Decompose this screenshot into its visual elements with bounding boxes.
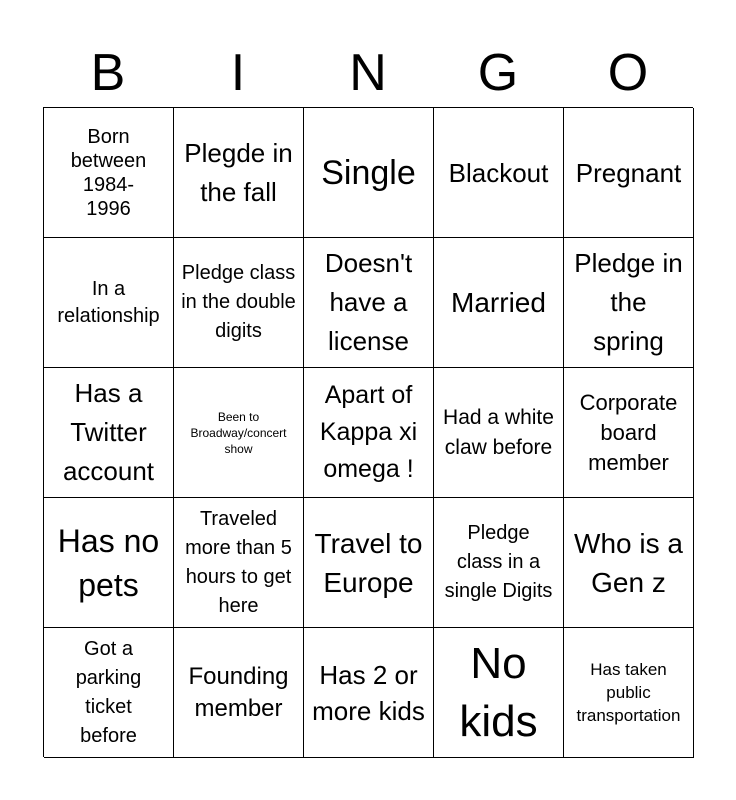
header-letter-b: B <box>90 44 126 102</box>
cell-text: Has taken public transportation <box>576 660 681 725</box>
cell-text: Corporate board member <box>579 389 678 475</box>
cell-text: Pledge class in the double digits <box>181 262 296 342</box>
bingo-cell[interactable] <box>44 108 174 238</box>
bingo-cell[interactable] <box>44 238 174 368</box>
bingo-cell[interactable] <box>304 108 434 238</box>
cell-text: Pledge in the spring <box>574 248 683 356</box>
bingo-cell[interactable] <box>174 238 304 368</box>
bingo-cell[interactable] <box>564 238 694 368</box>
bingo-cell[interactable] <box>434 498 564 628</box>
cell-text: Travel to Europe <box>314 527 423 598</box>
cell-text: Doesn't have a license <box>324 248 413 356</box>
bingo-cell[interactable] <box>434 628 564 758</box>
cell-text: Traveled more than 5 hours to get here <box>185 507 292 617</box>
cell-text: Had a white claw before <box>443 405 554 459</box>
cell-text: Has 2 or more kids <box>312 659 425 726</box>
bingo-cell[interactable] <box>304 368 434 498</box>
bingo-cell[interactable] <box>44 498 174 628</box>
cell-text: Born between 1984-1996 <box>70 125 147 220</box>
cell-text: Pregnant <box>575 157 682 188</box>
bingo-cell[interactable] <box>564 498 694 628</box>
bingo-cell[interactable] <box>434 368 564 498</box>
cell-text: No kids <box>459 638 538 746</box>
bingo-cell[interactable] <box>564 108 694 238</box>
cell-text: Has a Twitter account <box>62 378 155 486</box>
header-letter-n: N <box>349 44 387 102</box>
cell-text: Who is a Gen z <box>574 527 683 598</box>
bingo-cell[interactable] <box>44 628 174 758</box>
bingo-cell[interactable] <box>174 498 304 628</box>
bingo-cell[interactable] <box>174 628 304 758</box>
bingo-cell[interactable] <box>304 498 434 628</box>
cell-text: Got a parking ticket before <box>75 637 142 747</box>
bingo-cell[interactable] <box>564 368 694 498</box>
cell-text: Apart of Kappa xi omega ! <box>319 381 418 483</box>
bingo-cell[interactable] <box>174 368 304 498</box>
bingo-cell[interactable] <box>434 108 564 238</box>
bingo-cell[interactable] <box>174 108 304 238</box>
header-letter-g: G <box>477 44 519 102</box>
bingo-header <box>43 38 693 108</box>
cell-text: Pledge class in a single Digits <box>444 522 553 602</box>
bingo-cell[interactable] <box>434 238 564 368</box>
cell-text: Has no pets <box>57 522 160 603</box>
cell-text: In a relationship <box>57 277 160 327</box>
bingo-cell[interactable] <box>304 238 434 368</box>
bingo-cell[interactable] <box>44 368 174 498</box>
cell-text: Blackout <box>448 157 549 188</box>
header-letter-i: I <box>230 44 246 102</box>
bingo-grid <box>43 107 693 757</box>
header-letter-o: O <box>607 44 649 102</box>
cell-text: Plegde in the fall <box>184 137 293 207</box>
cell-text: Single <box>321 153 416 192</box>
cell-text: Been to Broadway/concert show <box>190 409 287 456</box>
bingo-cell[interactable] <box>564 628 694 758</box>
cell-text: Founding member <box>188 662 289 722</box>
bingo-cell[interactable] <box>304 628 434 758</box>
cell-text: Married <box>451 287 546 318</box>
